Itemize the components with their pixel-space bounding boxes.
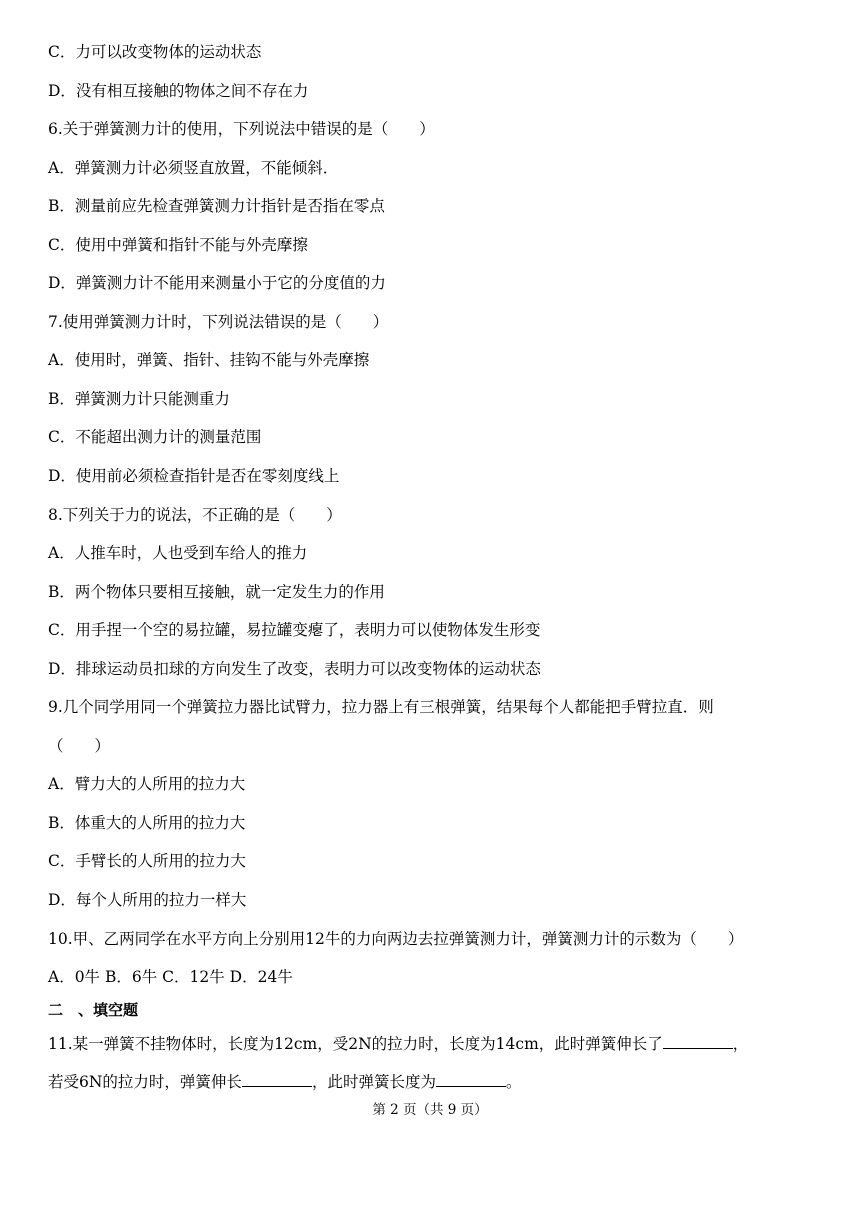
option-9c: C．手臂长的人所用的拉力大 bbox=[48, 852, 246, 870]
question-11-text-5: 。 bbox=[505, 1073, 522, 1091]
answer-blank-2[interactable] bbox=[242, 1072, 312, 1087]
option-8d: D．排球运动员扣球的方向发生了改变，表明力可以改变物体的运动状态 bbox=[48, 660, 541, 678]
question-6: 6.关于弹簧测力计的使用，下列说法中错误的是（ ） bbox=[48, 120, 435, 138]
question-9: 9.几个同学用同一个弹簧拉力器比试臂力，拉力器上有三根弹簧，结果每个人都能把手臂拉直．则 bbox=[48, 698, 714, 716]
option-7a: A．使用时，弹簧、指针、挂钩不能与外壳摩擦 bbox=[48, 351, 370, 369]
question-11-line2 bbox=[48, 1072, 521, 1092]
option-8a: A．人推车时，人也受到车给人的推力 bbox=[48, 544, 308, 562]
option-7b: B．弹簧测力计只能测重力 bbox=[48, 390, 230, 408]
question-11-line1 bbox=[48, 1034, 748, 1054]
option-5c: C．力可以改变物体的运动状态 bbox=[48, 43, 262, 61]
options-10: A．0牛 B．6牛 C．12牛 D．24牛 bbox=[48, 968, 293, 986]
question-7: 7.使用弹簧测力计时，下列说法错误的是（ ） bbox=[48, 313, 389, 331]
answer-blank-1[interactable] bbox=[663, 1034, 733, 1049]
option-5d: D．没有相互接触的物体之间不存在力 bbox=[48, 82, 309, 100]
question-11-text-2: ， bbox=[732, 1035, 749, 1053]
option-9d: D．每个人所用的拉力一样大 bbox=[48, 891, 247, 909]
option-6b: B．测量前应先检查弹簧测力计指针是否指在零点 bbox=[48, 197, 385, 215]
option-6a: A．弹簧测力计必须竖直放置，不能倾斜． bbox=[48, 159, 339, 177]
option-9b: B．体重大的人所用的拉力大 bbox=[48, 814, 246, 832]
question-10: 10.甲、乙两同学在水平方向上分别用12牛的力向两边去拉弹簧测力计，弹簧测力计的示数为（ ） bbox=[48, 930, 744, 948]
option-8c: C．用手捏一个空的易拉罐，易拉罐变瘪了，表明力可以使物体发生形变 bbox=[48, 621, 541, 639]
question-11-text-3: 若受6N的拉力时，弹簧伸长 bbox=[48, 1073, 242, 1091]
question-11-text-1: 11.某一弹簧不挂物体时，长度为12cm，受2N的拉力时，长度为14cm，此时弹簧伸长了 bbox=[48, 1035, 663, 1053]
page-footer: 第 2 页（共 9 页） bbox=[372, 1102, 488, 1118]
option-7d: D．使用前必须检查指针是否在零刻度线上 bbox=[48, 467, 340, 485]
question-8: 8.下列关于力的说法，不正确的是（ ） bbox=[48, 506, 342, 524]
section-title-fill-in: 二 、填空题 bbox=[48, 1001, 139, 1019]
question-11-text-4: ，此时弹簧长度为 bbox=[311, 1073, 436, 1091]
answer-blank-3[interactable] bbox=[436, 1072, 506, 1087]
option-7c: C．不能超出测力计的测量范围 bbox=[48, 428, 262, 446]
option-6c: C．使用中弹簧和指针不能与外壳摩擦 bbox=[48, 236, 308, 254]
question-9-bracket: （ ） bbox=[48, 737, 111, 755]
option-9a: A．臂力大的人所用的拉力大 bbox=[48, 775, 246, 793]
option-8b: B．两个物体只要相互接触，就一定发生力的作用 bbox=[48, 583, 385, 601]
option-6d: D．弹簧测力计不能用来测量小于它的分度值的力 bbox=[48, 274, 386, 292]
